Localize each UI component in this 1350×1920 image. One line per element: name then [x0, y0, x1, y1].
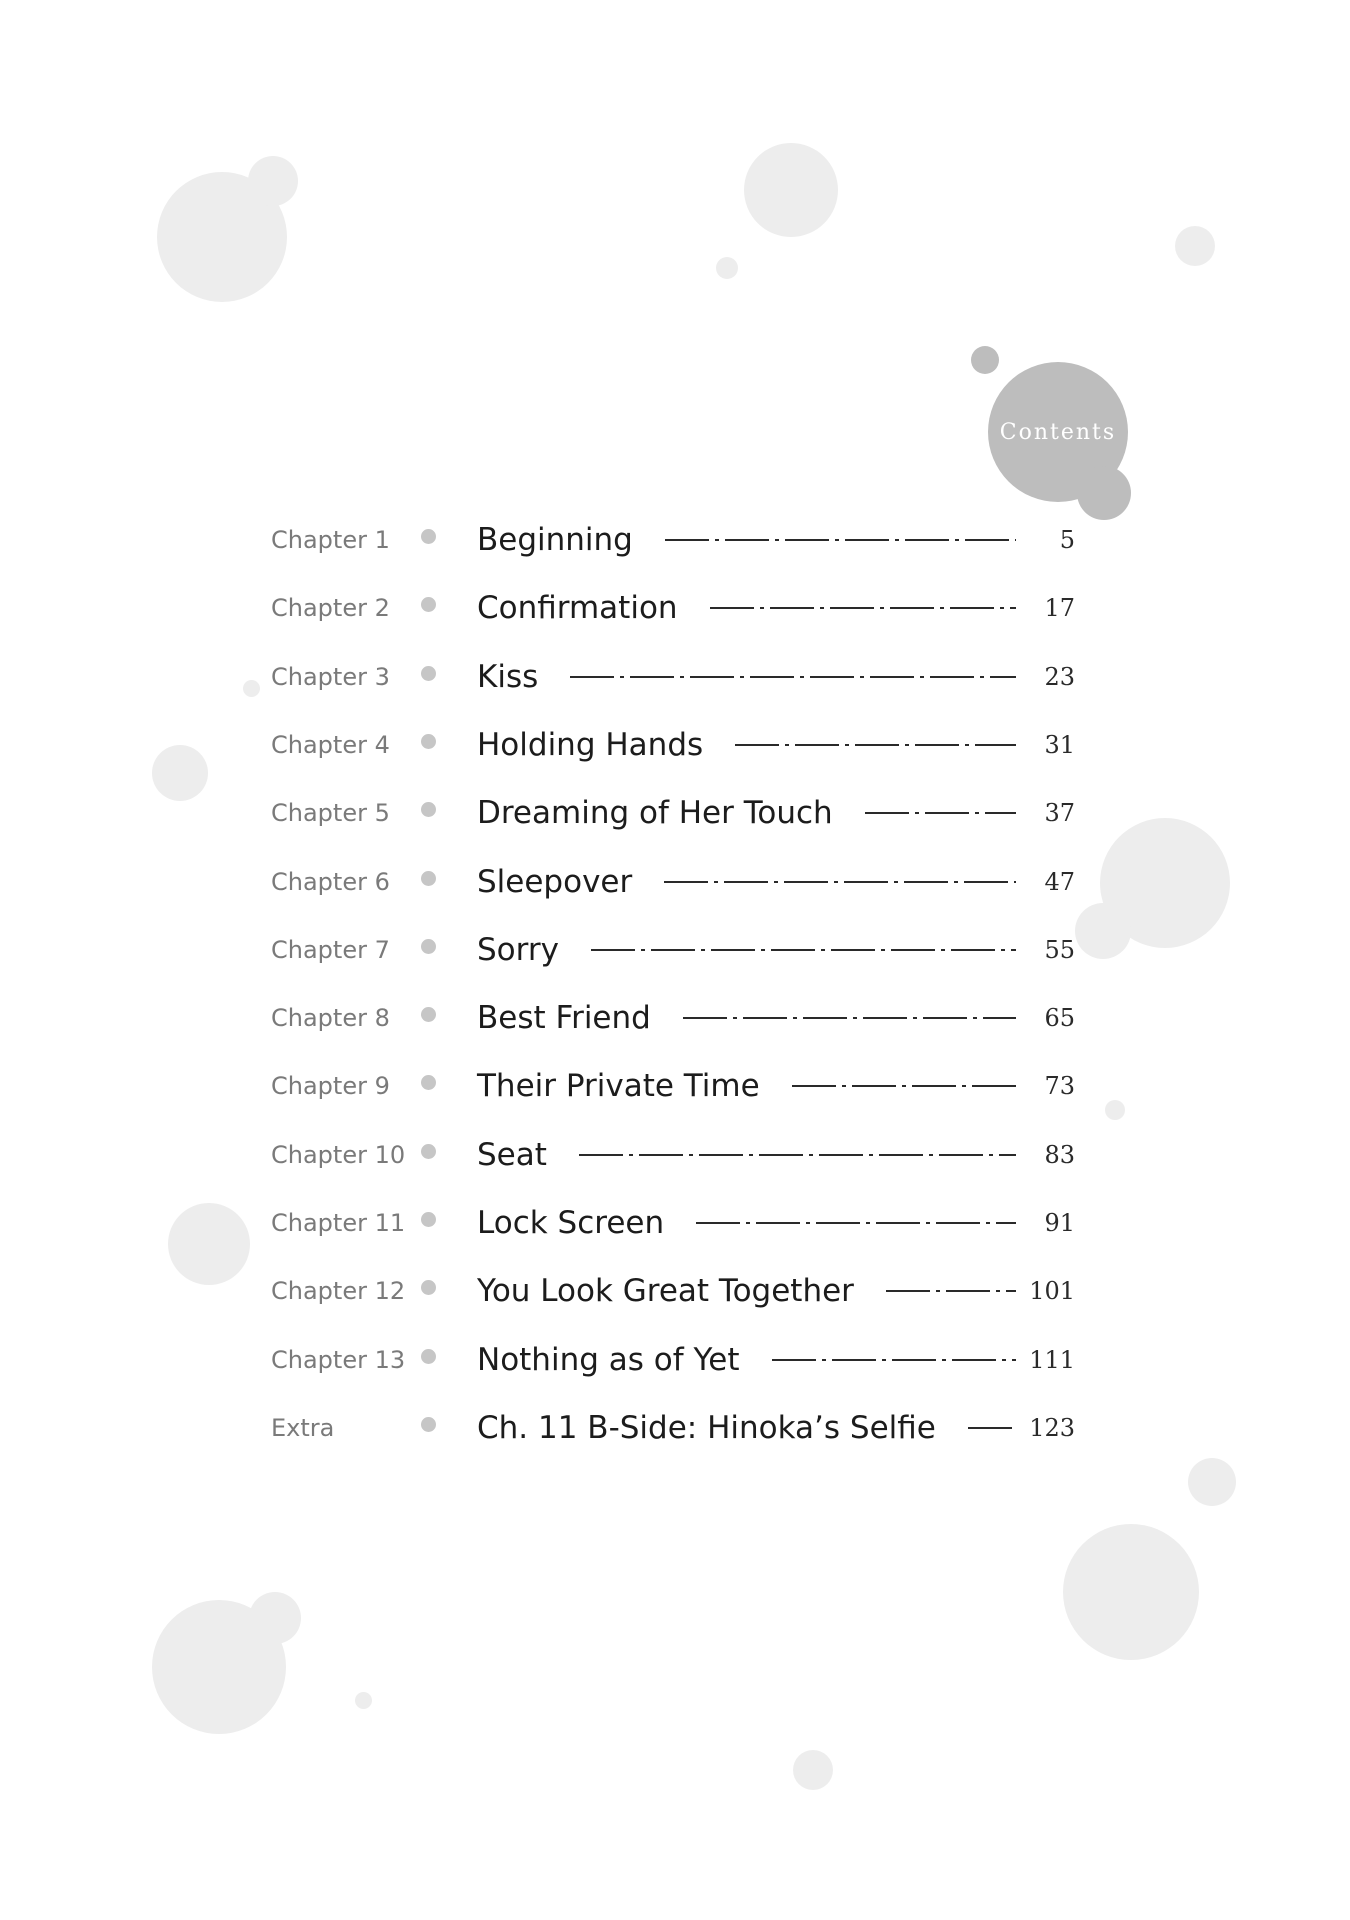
chapter-label: Chapter 5: [271, 799, 390, 828]
dash-leader: [696, 1222, 1016, 1224]
chapter-label: Chapter 13: [271, 1345, 406, 1374]
page-number: 31: [1044, 730, 1075, 759]
dash-leader: [792, 1085, 1016, 1087]
chapter-label: Chapter 3: [271, 662, 390, 691]
title-group: [477, 1273, 1028, 1309]
bullet-dot: [421, 871, 436, 886]
chapter-title: Dreaming of Her Touch: [477, 795, 833, 832]
decor-bubble: [355, 1692, 372, 1709]
chapter-title: Confirmation: [477, 590, 678, 627]
toc-entry[interactable]: [0, 1195, 1350, 1245]
page-number: 73: [1044, 1072, 1075, 1101]
chapter-label: Extra: [271, 1413, 335, 1442]
chapter-title: Sorry: [477, 931, 559, 968]
toc-entry[interactable]: [0, 1263, 1350, 1313]
chapter-title: Seat: [477, 1136, 547, 1173]
dash-leader: [665, 539, 1016, 541]
chapter-label: Chapter 11: [271, 1209, 406, 1237]
chapter-title: Kiss: [477, 658, 539, 695]
page-number: 55: [1044, 935, 1075, 964]
chapter-title: Sleepover: [477, 863, 633, 900]
title-group: [477, 1000, 1028, 1036]
title-group: [477, 1205, 1028, 1241]
dash-leader: [710, 607, 1016, 609]
decor-bubble: [249, 1592, 301, 1644]
title-group: [477, 864, 1028, 900]
chapter-title: Best Friend: [477, 1000, 651, 1037]
page-number: 23: [1044, 662, 1075, 691]
chapter-label: Chapter 4: [271, 730, 390, 759]
page-number: 101: [1029, 1277, 1075, 1306]
toc-entry[interactable]: [0, 1400, 1350, 1450]
chapter-label: Chapter 10: [271, 1140, 406, 1169]
page-number: 47: [1044, 867, 1075, 896]
bullet-dot: [421, 939, 436, 954]
bullet-dot: [421, 802, 436, 817]
toc-entry[interactable]: [0, 580, 1350, 630]
dash-leader: [591, 949, 1016, 951]
decor-bubble: [793, 1750, 833, 1790]
bullet-dot: [421, 1007, 436, 1022]
chapter-label: Chapter 1: [271, 526, 390, 554]
dash-leader: [683, 1017, 1016, 1019]
toc-entry[interactable]: [0, 1332, 1350, 1382]
decor-bubble: [1188, 1458, 1236, 1506]
bullet-dot: [421, 1144, 436, 1159]
chapter-title: Lock Screen: [477, 1205, 665, 1241]
toc-entry[interactable]: [0, 922, 1350, 972]
chapter-title: Ch. 11 B-Side: Hinoka’s Selfie: [477, 1409, 936, 1446]
toc-entry[interactable]: [0, 1058, 1350, 1108]
toc-entry[interactable]: [0, 854, 1350, 904]
page-number: 123: [1029, 1413, 1075, 1442]
page-number: 17: [1044, 594, 1075, 623]
bullet-dot: [421, 1280, 436, 1295]
toc-entry[interactable]: [0, 649, 1350, 699]
contents-heading: Contents: [999, 419, 1117, 445]
title-group: [477, 522, 1028, 558]
dash-leader: [968, 1427, 1016, 1429]
toc-entry[interactable]: [0, 512, 1350, 562]
bullet-dot: [421, 1417, 436, 1432]
decor-bubble: [1175, 226, 1215, 266]
title-group: [477, 1068, 1028, 1104]
title-group: [477, 932, 1028, 968]
toc-entry[interactable]: [0, 717, 1350, 767]
page-number: 65: [1044, 1004, 1075, 1033]
title-group: [477, 1410, 1028, 1446]
bullet-dot: [421, 734, 436, 749]
page-number: 91: [1044, 1209, 1075, 1237]
bullet-dot: [421, 1075, 436, 1090]
chapter-label: Chapter 9: [271, 1072, 390, 1101]
bullet-dot: [421, 597, 436, 612]
page-number: 83: [1044, 1140, 1075, 1169]
title-group: [477, 590, 1028, 626]
decor-bubble: [744, 143, 838, 237]
chapter-label: Chapter 2: [271, 594, 390, 623]
title-group: [477, 1137, 1028, 1173]
bullet-dot: [421, 529, 436, 544]
chapter-title: Beginning: [477, 522, 633, 558]
toc-entry[interactable]: [0, 1127, 1350, 1177]
dash-leader: [886, 1290, 1016, 1292]
dash-leader: [735, 744, 1016, 746]
title-group: [477, 1342, 1028, 1378]
chapter-label: Chapter 6: [271, 867, 390, 896]
chapter-title: You Look Great Together: [477, 1273, 854, 1310]
chapter-label: Chapter 7: [271, 935, 390, 964]
toc-entry[interactable]: [0, 990, 1350, 1040]
dash-leader: [865, 812, 1016, 814]
dash-leader: [772, 1359, 1016, 1361]
page-number: 5: [1059, 526, 1075, 554]
page-number: 37: [1044, 799, 1075, 828]
bullet-dot: [421, 1212, 436, 1227]
bullet-dot: [421, 1349, 436, 1364]
title-group: [477, 795, 1028, 831]
badge-decor-dot: [971, 346, 999, 374]
dash-leader: [664, 881, 1016, 883]
page-number: 111: [1029, 1345, 1075, 1374]
decor-bubble: [248, 156, 298, 206]
title-group: [477, 727, 1028, 763]
chapter-label: Chapter 12: [271, 1277, 406, 1306]
toc-entry[interactable]: [0, 785, 1350, 835]
chapter-label: Chapter 8: [271, 1004, 390, 1033]
dash-leader: [570, 676, 1016, 678]
decor-bubble: [1063, 1524, 1199, 1660]
decor-bubble: [716, 257, 738, 279]
chapter-title: Nothing as of Yet: [477, 1341, 740, 1378]
dash-leader: [579, 1154, 1016, 1156]
chapter-title: Their Private Time: [477, 1068, 760, 1105]
title-group: [477, 659, 1028, 695]
chapter-title: Holding Hands: [477, 726, 704, 763]
bullet-dot: [421, 666, 436, 681]
